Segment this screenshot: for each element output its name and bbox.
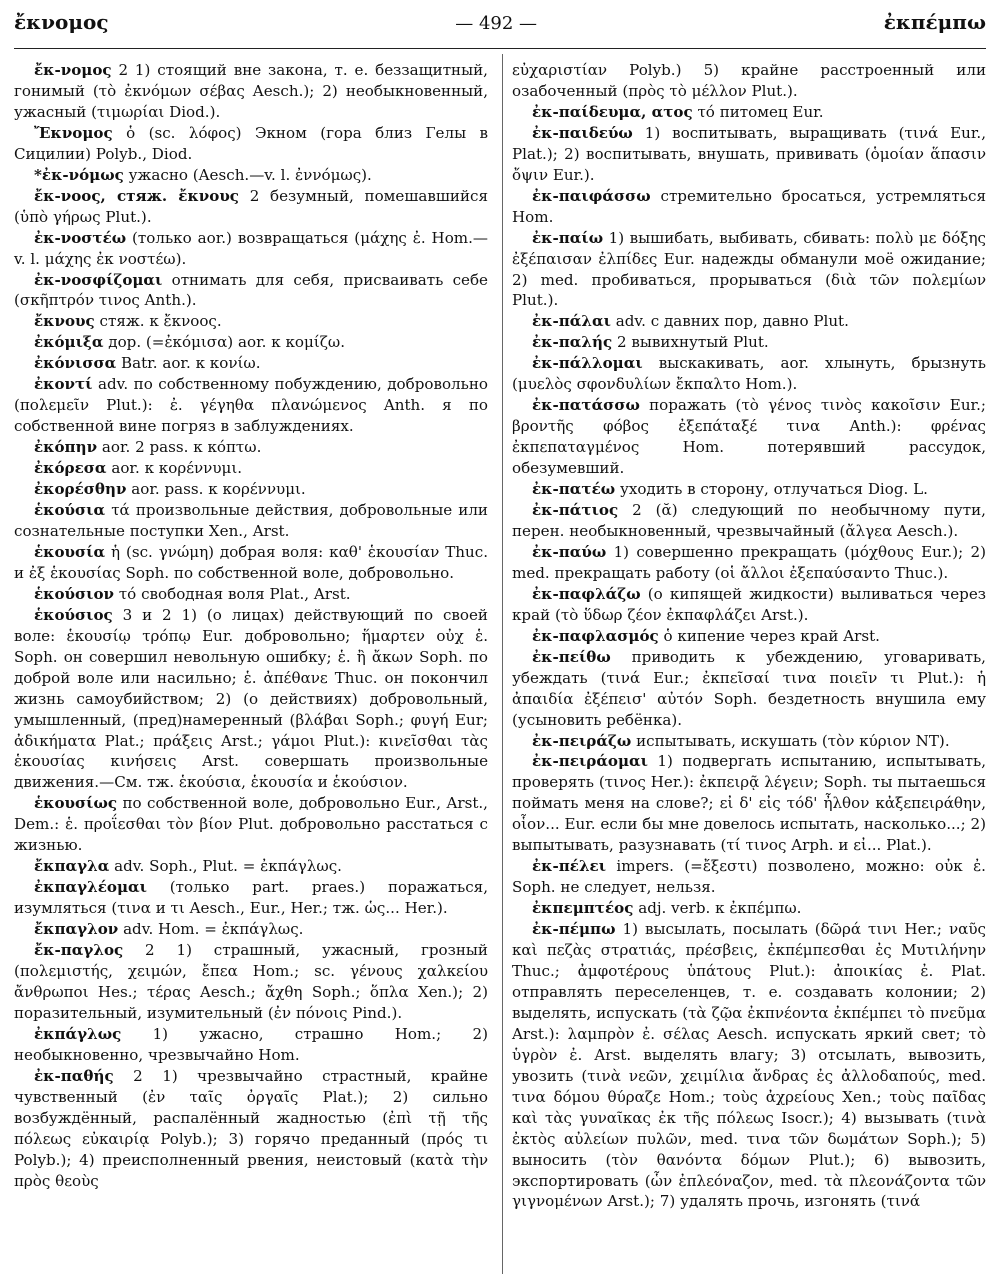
entry-text: εὐχαριστίαν Polyb.) 5) крайне расстроенный или озабоченный (πρὸς τὸ μέλλον Plut.). [512,61,986,100]
entry-headword: ἐκ-παίδευμα, ατος [532,102,693,121]
entry-text: стремительно бросаться, устремляться Hom. [512,186,986,226]
dictionary-entry [14,500,488,542]
entry-text: 2 вывихнутый Plut. [616,333,769,352]
dictionary-entry [512,102,986,123]
dictionary-entry [512,228,986,312]
entry-headword: ἐκ-πάλλομαι [532,354,643,373]
dictionary-entry [512,542,986,584]
dictionary-entry [14,332,488,353]
entry-text: aor. pass. к κορέννυμι. [131,480,306,499]
entry-headword: ἐκ-παιφάσσω [532,186,651,205]
dictionary-entry [512,332,986,353]
dictionary-entry [14,877,488,919]
dictionary-entry [14,919,488,940]
entry-text: 2 1) стоящий вне закона, т. е. беззащитный, гонимый (τὸ ἐκνόμων σέβας Aesch.); 2) необыкновенный, ужасный (τιμωρίαι Diod.). [14,61,488,121]
entry-headword: ἔκ-παγλος [34,941,124,960]
entry-text: 2 безумный, помешавшийся (ὑπὸ γήρως Plut.). [14,186,488,226]
entry-text: уходить в сторону, отлучаться Diog. L. [619,480,928,499]
entry-headword: ἐκ-πειράζω [532,731,632,750]
entry-text: aor. 2 pass. к κόπτω. [101,438,262,457]
entry-headword: ἐκ-νοσφίζομαι [34,270,163,289]
dictionary-entry [14,584,488,605]
entry-headword: ἔκπαγλα [34,857,110,876]
entry-headword: ἐκ-παφλασμός [532,626,659,645]
dictionary-entry [512,500,986,542]
entry-text: ἡ (sc. γνώμη) добрая воля: καθ' ἑκουσίαν Thuc. и ἐξ ἑκουσίας Soph. по собственной воле, добровольно. [14,542,488,582]
dictionary-entry [512,647,986,731]
entry-headword: ἐκόμιξα [34,333,104,352]
left-column [14,60,488,1212]
columns [14,60,986,1212]
entry-text: τό питомец Eur. [697,102,824,121]
entry-text: ὁ кипение через край Arst. [663,626,880,645]
entry-headword: ἐκ-νοστέω [34,228,127,247]
entry-text: adj. verb. к ἐκπέμπω. [638,899,802,918]
dictionary-entry [512,584,986,626]
dictionary-entry [14,479,488,500]
entry-text: 2 1) страшный, ужасный, грозный (πολεμιστής, χειμών, ἔπεα Hom.; sc. γένους χαλκείου ἄνθρωποι Hes.; τέρας Aesch.; ἄχθη Soph.; ὅπλα Xen.); 2) поразительный, изумительный (ἐν πόνοις Pind.). [14,941,488,1022]
dictionary-entry [512,60,986,102]
dictionary-entry [512,626,986,647]
dictionary-entry [14,228,488,270]
dictionary-entry [14,605,488,794]
entry-text: 1) совершенно прекращать (μόχθους Eur.); 2) med. прекращать работу (οἱ ἄλλοι ἐξεπαύσαντο Thuc.). [512,542,986,582]
entry-text: 1) подвергать испытанию, испытывать, проверять (τινος Her.): ἐκπειρᾷ λέγειν; Soph. ты пытаешься поймать меня на слове?; εἰ δ' εἰς τόδ' ἦλθον κἀξεπειράθην, οἷον... Eur. если бы мне довелось испытать, насколько...; 2) выпытывать, разузнавать (τί τινος Arph. и εἰ... Plat.). [512,752,986,855]
entry-headword: ἐκ-παίω [532,228,604,247]
dictionary-entry [14,1066,488,1192]
entry-headword: ἐκ-πάλαι [532,312,611,331]
dictionary-entry [512,186,986,228]
entry-text: приводить к убеждению, уговаривать, убеждать (τινά Eur.; ἐκπεῖσαί τινα ποιεῖν τι Plut.): ἡ ἀπαιδία ἐξέπεισ' αὐτόν Soph. бездетность внушила ему (усыновить ребёнка). [512,647,986,729]
entry-headword: ἐκόρεσα [34,459,107,478]
header-rule [14,48,986,49]
dictionary-entry [14,458,488,479]
page-number: — 492 — [455,13,538,34]
entry-text: adv. с давних пор, давно Plut. [615,312,849,331]
entry-headword: ἐκ-παιδεύω [532,123,633,142]
dictionary-entry [512,731,986,752]
entry-headword: ἐκ-πατάσσω [532,396,640,415]
dictionary-entry [512,751,986,856]
entry-headword: ἐκ-παθής [34,1066,114,1085]
entry-text: 2 1) чрезвычайно страстный, крайне чувственный (ἐν ταῖς ὀργαῖς Plat.); 2) сильно возбуждённый, распалённый жадностью (ἐπὶ τῇ τῆς πόλεως εὐκαιρίᾳ Polyb.); 3) горячо преданный (πρός τι Polyb.); 4) преисполненный рвения, неистовый (κατὰ τὴν πρὸς θεοὺς [14,1066,488,1190]
entry-headword: ἐκ-πατέω [532,480,616,499]
entry-headword: ἐκπαγλέομαι [34,878,147,897]
dictionary-entry [512,123,986,186]
entry-text: 1) ужасно, страшно Hom.; 2) необыкновенно, чрезвычайно Hom. [14,1024,488,1064]
entry-text: поражать (τὸ γένος τινὸς κακοῖσιν Eur.; βροντῆς φόβος ἐξεπάταξέ τινα Anth.): φρένας ἐκπεπαταγμένος Hom. потерявший рассудок, обезумевший. [512,396,986,478]
entry-text: 3 и 2 1) (о лицах) действующий по своей воле: ἑκουσίῳ τρόπῳ Eur. добровольно; ἥμαρτεν οὐχ ἑ. Soph. он совершил невольную ошибку; ἑ. ἢ ἄκων Soph. по доброй воле или насильно; ἑ. ἀπέθανε Thuc. он покончил жизнь самоубийством; 2) (о действиях) добровольный, умышленный, (пред)намеренный (βλάβαι Soph.; φυγή Eur; ἀδικήματα Plat.; πράξεις Arst.; γάμοι Plut.): κινεῖσθαι τὰς ἑκουσίας κινήσεις Arst. совершать произвольные движения.—См. тж. ἑκούσια, ἑκουσία и ἑκούσιον. [14,605,488,792]
entry-headword: *ἐκ-νόμως [34,165,124,184]
entry-headword: ἑκουσίως [34,794,118,813]
entry-text: ὁ (sc. λόφος) Экном (гора близ Гелы в Сицилии) Polyb., Diod. [14,123,488,163]
entry-headword: ἑκουσία [34,542,106,561]
dictionary-entry [512,479,986,500]
entry-headword: ἐκ-πέλει [532,857,607,876]
entry-text: (только aor.) возвращаться (μάχης ἐ. Hom.—v. l. μάχης ἐκ νοστέω). [14,228,488,268]
entry-text: выскакивать, aor. хлынуть, брызнуть (μυελὸς σφονδυλίων ἔκπαλτο Hom.). [512,354,986,394]
entry-text: (только part. praes.) поражаться, изумляться (τινα и τι Aesch., Eur., Her.; тж. ὡς... Her.). [14,878,488,918]
entry-text: (о кипящей жидкости) выливаться через край (τὸ ὕδωρ ζέον ἐκπαφλάζει Arst.). [512,584,986,624]
entry-text: Batr. aor. к κονίω. [121,354,261,373]
dictionary-entry [14,374,488,437]
page-header [14,10,986,40]
entry-text: 1) воспитывать, выращивать (τινά Eur., Plat.); 2) воспитывать, внушать, прививать (ὁμοίαν ἅπασιν ὄψιν Eur.). [512,123,986,184]
entry-headword: ἐκπάγλως [34,1024,122,1043]
right-column [512,60,986,1212]
entry-text: 2 (ᾰ) следующий по необычному пути, перен. необыкновенный, чрезвычайный (ἄλγεα Aesch.). [512,501,986,540]
dictionary-entry [512,395,986,479]
entry-headword: ἐκ-πέμπω [532,920,616,939]
entry-headword: ἐκ-πάτιος [532,501,619,520]
dictionary-entry [512,856,986,898]
entry-headword: ἐκ-παλής [532,333,613,352]
entry-text: adv. Hom. = ἐκπάγλως. [123,920,304,939]
entry-headword: ἐκπεμπτέος [532,899,634,918]
entry-text: испытывать, искушать (τὸν κύριον NT). [636,731,950,750]
entry-text: impers. (=ἔξεστι) позволено, можно: οὐκ ἐ. Soph. не следует, нельзя. [512,857,986,897]
entry-headword: ἔκ-νομος [34,61,112,79]
running-headword-left: ἔκνομος [14,10,109,34]
entry-headword: ἐκόπην [34,438,98,457]
dictionary-entry [14,856,488,877]
entry-headword: ἐκ-παύω [532,542,607,561]
entry-headword: ἑκούσιος [34,605,113,624]
entry-text: aor. к κορέννυμι. [111,459,243,478]
entry-text: adv. Soph., Plut. = ἐκπάγλως. [114,857,342,876]
dictionary-entry [512,311,986,332]
entry-text: по собственной воле, добровольно Eur., Arst., Dem.: ἑ. προΐεσθαι τὸν βίον Plut. добровольно расстаться с жизнью. [14,794,488,855]
dictionary-entry [14,60,488,123]
entry-text: отнимать для себя, присваивать себе (σκῆπτρόν τινος Anth.). [14,270,488,310]
entry-text: 1) высылать, посылать (δῶρά τινι Her.; ναῦς καὶ πεζὰς στρατιάς, πρέσβεις, ἐκπέμπεσθαι ἐς Μυτιλήνην Thuc.; ἀμφοτέρους ὑπάτους Plut.): ἀποικίας ἐ. Plat. отправлять переселенцев, т. е. создавать колонии; 2) выделять, испускать (τὰ ζῷα ἐκπνέοντα ἐκπέμπει τὸ πνεῦμα Arst.): λαμπρὸν ἐ. σέλας Aesch. испускать яркий свет; τὸ ὑγρὸν ἐ. Arst. выделять влагу; 3) отсылать, вывозить, увозить (τινὰ νεῶν, χειμίλια ἄνδρας ἐς ἀλλοδαπούς, med. τινα δόμου θύραζε Hom.; τοὺς ἀχρείους Xen.; τοὺς παῖδας καὶ τὰς γυναῖκας ἐκ τῆς πόλεως Isocr.); 4) вызывать (τινὰ ἐκτὸς αὐλείων πυλῶν, med. τινα τῶν δωμάτων Soph.); 5) выносить (τὸν θανόντα δόμων Plut.); 6) вывозить, экспортировать (ὧν ἐπλεόναζον, med. τὰ πλεονάζοντα τῶν γιγνομένων Arst.); 7) удалять прочь, изгонять (τινά [512,920,986,1211]
dictionary-entry [14,270,488,312]
entry-text: стяж. к ἔκνοος. [99,312,222,331]
entry-text: τό свободная воля Plat., Arst. [118,584,351,603]
entry-text: дор. (=ἐκόμισα) aor. к κομίζω. [108,333,345,352]
entry-headword: ἑκούσιον [34,584,115,603]
entry-headword: ἐκοντί [34,375,93,394]
dictionary-entry [14,123,488,165]
entry-text: 1) вышибать, выбивать, сбивать: πολὺ με δόξης ἐξέπαισαν ἐλπίδες Eur. надежды обманули моё ожидание; 2) med. пробиваться, прорываться (διὰ τῶν πολεμίων Plut.). [512,228,986,310]
entry-headword: ἑκούσια [34,501,106,520]
entry-headword: ἐκόνισσα [34,354,117,373]
entry-headword: ἐκ-πείθω [532,647,611,666]
dictionary-entry [14,311,488,332]
dictionary-entry [14,793,488,856]
dictionary-entry [14,353,488,374]
entry-headword: ἐκ-πειράομαι [532,752,648,771]
running-headword-right: ἐκπέμπω [883,10,986,34]
entry-headword: Ἔκνομος [34,123,113,142]
entry-text: adv. по собственному побуждению, добровольно (πολεμεῖν Plut.): ἐ. γέγηθα πλανώμενος Anth. я по собственной вине погряз в заблуждениях. [14,375,488,436]
entry-text: τά произвольные действия, добровольные или сознательные поступки Xen., Arst. [14,501,488,540]
dictionary-entry [14,186,488,228]
entry-headword: ἐκ-παφλάζω [532,584,641,603]
dictionary-entry [14,165,488,186]
dictionary-entry [512,919,986,1212]
entry-headword: ἔκπαγλον [34,920,119,939]
dictionary-entry [512,898,986,919]
entry-text: ужасно (Aesch.—v. l. ἐννόμως). [128,165,372,184]
dictionary-entry [14,542,488,584]
dictionary-entry [14,940,488,1024]
dictionary-entry [14,1024,488,1066]
entry-headword: ἔκνους [34,312,95,331]
entry-headword: ἐκορέσθην [34,480,127,499]
dictionary-entry [512,353,986,395]
dictionary-entry [14,437,488,458]
entry-headword: ἔκ-νοος, стяж. ἔκνους [34,186,239,205]
